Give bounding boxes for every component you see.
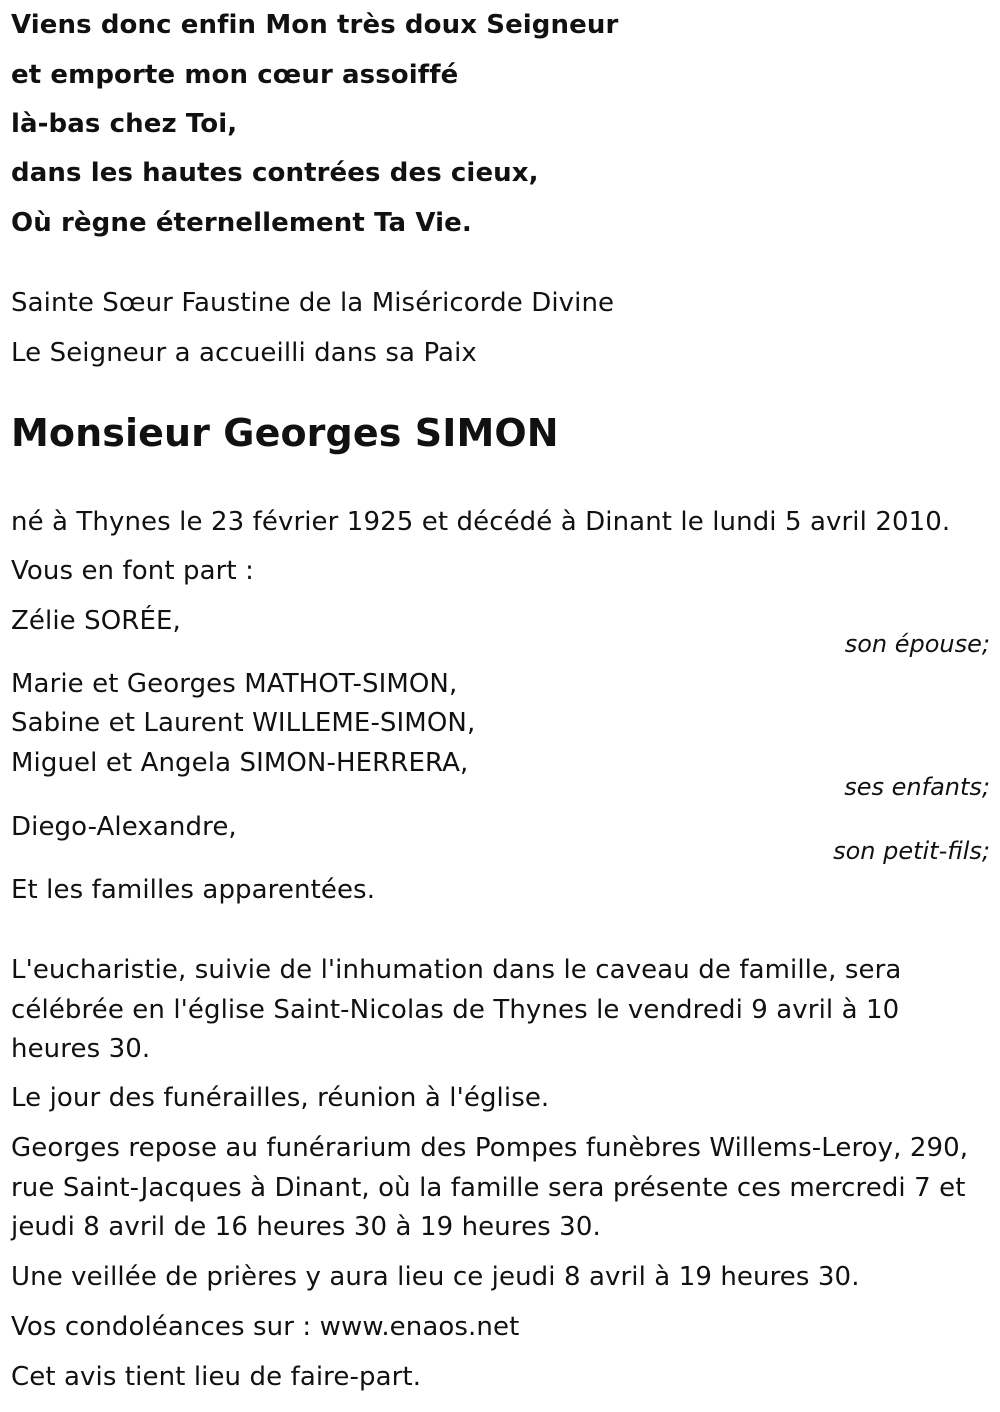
poem-line: Où règne éternellement Ta Vie. [11, 208, 472, 238]
reunion-text: Le jour des funérailles, réunion à l'église. [11, 1083, 550, 1113]
spouse-name: Zélie SORÉE, [11, 606, 181, 636]
funerarium-line: rue Saint-Jacques à Dinant, où la famille sera présente ces mercredi 7 et [11, 1173, 966, 1203]
ceremony-line: célébrée en l'église Saint-Nicolas de Thynes le vendredi 9 avril à 10 [11, 995, 900, 1025]
child-name: Miguel et Angela SIMON-HERRERA, [11, 748, 469, 778]
children-role: ses enfants; [844, 773, 990, 801]
ceremony-line: heures 30. [11, 1034, 151, 1064]
child-name: Sabine et Laurent WILLEME-SIMON, [11, 708, 476, 738]
announce-text: Vous en font part : [11, 556, 254, 586]
poem-line: Viens donc enfin Mon très doux Seigneur [11, 10, 619, 40]
other-families: Et les familles apparentées. [11, 875, 376, 905]
spouse-role: son épouse; [844, 630, 990, 658]
vigil-text: Une veillée de prières y aura lieu ce jeudi 8 avril à 19 heures 30. [11, 1262, 860, 1292]
deceased-name: Monsieur Georges SIMON [11, 411, 559, 455]
grandson-name: Diego-Alexandre, [11, 812, 237, 842]
poem-line: et emporte mon cœur assoiffé [11, 60, 459, 90]
child-name: Marie et Georges MATHOT-SIMON, [11, 669, 458, 699]
poem-attribution: Sainte Sœur Faustine de la Miséricorde Divine [11, 288, 615, 318]
funerarium-line: Georges repose au funérarium des Pompes funèbres Willems-Leroy, 290, [11, 1133, 969, 1163]
ceremony-line: L'eucharistie, suivie de l'inhumation dans le caveau de famille, sera [11, 955, 902, 985]
poem-line: dans les hautes contrées des cieux, [11, 158, 539, 188]
intro-text: Le Seigneur a accueilli dans sa Paix [11, 338, 477, 368]
birth-death-text: né à Thynes le 23 février 1925 et décédé à Dinant le lundi 5 avril 2010. [11, 507, 951, 537]
poem-line: là-bas chez Toi, [11, 109, 238, 139]
condolences-text: Vos condoléances sur : www.enaos.net [11, 1312, 520, 1342]
funerarium-line: jeudi 8 avril de 16 heures 30 à 19 heures 30. [11, 1212, 601, 1242]
notice-text: Cet avis tient lieu de faire-part. [11, 1362, 422, 1392]
grandson-role: son petit-fils; [833, 837, 990, 865]
